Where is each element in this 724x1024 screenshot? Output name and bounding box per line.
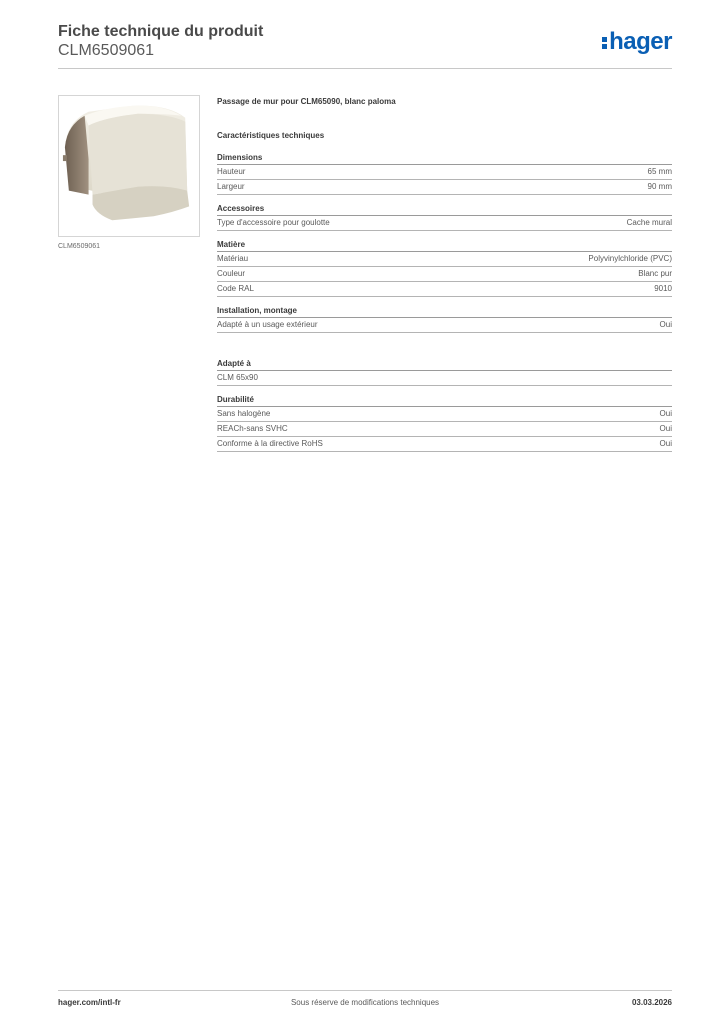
section-durability	[217, 393, 672, 452]
section-title: Durabilité	[217, 393, 672, 407]
hager-logo	[602, 28, 672, 56]
section-dimensions	[217, 151, 672, 195]
section-material	[217, 238, 672, 297]
spec-row	[217, 180, 672, 195]
header-divider	[58, 68, 672, 69]
tech-characteristics-heading: Caractéristiques techniques	[217, 131, 325, 140]
spec-row	[217, 165, 672, 180]
spec-label: Adapté à un usage extérieur	[217, 320, 318, 329]
spec-value: Oui	[659, 409, 672, 418]
product-reference: CLM6509061	[58, 42, 155, 59]
spec-label: Couleur	[217, 269, 246, 278]
section-title: Adapté à	[217, 357, 672, 371]
document-date: 03.03.2026	[631, 998, 672, 1007]
spec-value: 9010	[654, 284, 672, 293]
spec-row	[217, 371, 672, 386]
spec-label: Matériau	[217, 254, 249, 263]
spec-label: CLM 65x90	[217, 373, 258, 382]
disclaimer-text: Sous réserve de modifications techniques	[290, 998, 440, 1007]
section-accessories	[217, 202, 672, 231]
spec-value: Blanc pur	[638, 269, 672, 278]
product-details	[217, 96, 672, 459]
spec-value: Cache mural	[626, 218, 672, 227]
spec-label: REACh-sans SVHC	[217, 424, 288, 433]
logo-dots-icon	[602, 35, 608, 51]
spec-label: Sans halogène	[217, 409, 271, 418]
website-link[interactable]: hager.com/intl-fr	[58, 998, 121, 1007]
wall-cover-illustration	[59, 96, 199, 236]
spec-row	[217, 252, 672, 267]
spec-value: Oui	[659, 424, 672, 433]
spec-value: 90 mm	[647, 182, 672, 191]
section-title: Accessoires	[217, 202, 672, 216]
product-image	[58, 95, 200, 237]
spec-label: Conforme à la directive RoHS	[217, 439, 323, 448]
section-title: Dimensions	[217, 151, 672, 165]
spec-label: Hauteur	[217, 167, 246, 176]
spec-label: Largeur	[217, 182, 245, 191]
spec-row	[217, 422, 672, 437]
footer-divider	[58, 990, 672, 991]
spec-row	[217, 407, 672, 422]
section-title: Installation, montage	[217, 304, 672, 318]
logo-text: hager	[609, 28, 672, 55]
spec-value: Oui	[659, 320, 672, 329]
section-spacer	[217, 340, 672, 357]
spec-row	[217, 216, 672, 231]
spec-label: Type d'accessoire pour goulotte	[217, 218, 330, 227]
spec-value: 65 mm	[647, 167, 672, 176]
section-compatible-with	[217, 357, 672, 386]
spec-value: Oui	[659, 439, 672, 448]
spec-row	[217, 282, 672, 297]
spec-row	[217, 267, 672, 282]
page-header	[58, 22, 672, 60]
product-description: Passage de mur pour CLM65090, blanc paloma	[217, 97, 396, 106]
section-title: Matière	[217, 238, 672, 252]
spec-label: Code RAL	[217, 284, 254, 293]
spec-value: Polyvinylchloride (PVC)	[588, 254, 672, 263]
spec-row	[217, 437, 672, 452]
image-caption: CLM6509061	[58, 243, 101, 250]
section-installation	[217, 304, 672, 333]
page-title: Fiche technique du produit	[58, 23, 264, 40]
spec-row	[217, 318, 672, 333]
